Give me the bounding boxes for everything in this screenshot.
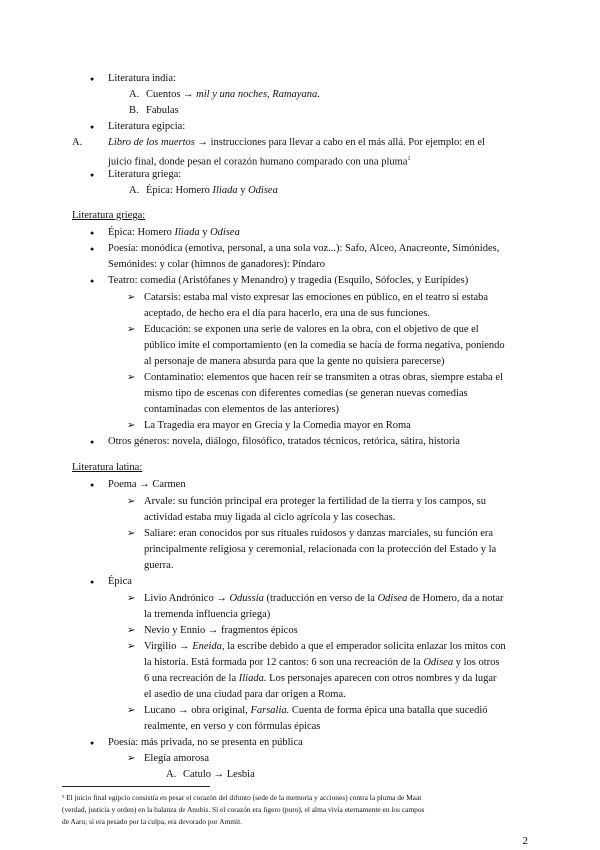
page-number: 2 bbox=[522, 835, 528, 847]
odisea-title: Odisea bbox=[423, 657, 454, 668]
fabulas-text: Fabulas bbox=[146, 105, 179, 116]
iliada-title: Iliada bbox=[174, 227, 200, 238]
list-item-poesia-cont: Semónides: y colar (himnos de ganadores): Píndaro bbox=[108, 259, 325, 270]
arrow-item-arvale-cont: actividad estaba muy ligada al ciclo agrícola y las cosechas. bbox=[144, 512, 396, 523]
iliada-title: Iliada. bbox=[238, 673, 267, 684]
arrow-item-contaminatio-cont: mismo tipo de escenas con diferentes comedias (se generan nuevas comedias bbox=[144, 388, 468, 399]
arrow-item-nevio bbox=[127, 623, 298, 640]
arrow-item-virgilio-cont: el asedio de una ciudad para dar origen a Roma. bbox=[144, 689, 346, 700]
arrow-item-elegia bbox=[127, 751, 210, 768]
sub-item-epica bbox=[129, 183, 278, 200]
list-item-poema bbox=[108, 477, 186, 494]
arrow-item-catarsis-cont: aceptado, de hecho era el día para hacerlo, era una de sus funciones. bbox=[144, 308, 430, 319]
arrow-item-livio-cont: la tremenda influencia griega) bbox=[144, 609, 271, 620]
cuentos-text: Cuentos → bbox=[146, 89, 197, 100]
arrow-icon: ➢ bbox=[127, 625, 136, 636]
heading-literatura-latina: Literatura latina: bbox=[72, 462, 143, 473]
list-item-literatura-india bbox=[108, 71, 176, 88]
sub-item-label: A. bbox=[166, 769, 177, 780]
epica-text: Épica bbox=[108, 576, 132, 587]
otros-text: Otros géneros: novela, diálogo, filosófico, tratados técnicos, retórica, sátira, historia bbox=[108, 436, 460, 447]
conj: y bbox=[199, 227, 211, 238]
footnote-line: ¹ El juicio final egipcio consistía en pesar el corazón del difunto (sede de la memoria y acciones) contra la pluma de Maat bbox=[62, 793, 422, 802]
list-item-epica-latina bbox=[108, 574, 132, 591]
list-item-teatro bbox=[108, 273, 468, 290]
arrow-icon: ➢ bbox=[127, 292, 136, 303]
arrow-icon: ➢ bbox=[127, 420, 136, 431]
arrow-icon: ➢ bbox=[127, 641, 136, 652]
arrow-item-virgilio-cont bbox=[144, 671, 497, 688]
arrow-icon: ➢ bbox=[127, 496, 136, 507]
footnote-line: (verdad, justicia y orden) en la balanza de Anubis. Si el corazón era ligero (puro), el alma vivía eternamente en los campos bbox=[62, 805, 425, 814]
arrow-item-livio bbox=[127, 591, 504, 608]
arrow-icon: ➢ bbox=[127, 753, 136, 764]
arrow-item-educacion bbox=[127, 322, 479, 339]
epica-text: Épica: Homero bbox=[108, 227, 175, 238]
footnote-line: de Aaru; si era pesado por la culpa, era devorado por Ammit. bbox=[62, 817, 242, 826]
epica-text: Épica: Homero bbox=[146, 185, 213, 196]
sub-item-fabulas bbox=[129, 103, 179, 120]
sub-item-label: B. bbox=[129, 105, 139, 116]
conj: y bbox=[237, 185, 249, 196]
arrow-item-saliare bbox=[127, 526, 494, 543]
contaminatio-text: Contaminatio: elementos que hacen reír se transmiten a otras obras, siempre estaba el bbox=[144, 372, 503, 383]
nevio-text: Nevio y Ennio → fragmentos épicos bbox=[144, 625, 298, 636]
poesia-text: Poesía: más privada, no se presenta en pública bbox=[108, 737, 303, 748]
saliare-text: Saliare: eran conocidos por sus rituales ruidosos y danzas marciales, su función era bbox=[144, 528, 494, 539]
arrow-item-virgilio-cont bbox=[144, 655, 499, 672]
arrow-item-educacion-cont: al personaje de manera absurda para que la gente no quisiera parecerse) bbox=[144, 356, 445, 367]
arrow-icon: ➢ bbox=[127, 324, 136, 335]
list-item-poesia bbox=[108, 241, 499, 258]
libro-title: Libro de los muertos bbox=[108, 137, 195, 148]
sub-item-cuentos bbox=[129, 87, 320, 104]
list-item-epica bbox=[108, 225, 240, 242]
sub-item-label: A. bbox=[129, 185, 140, 196]
odisea-title: Odisea bbox=[377, 593, 408, 604]
list-item-text: Literatura india: bbox=[108, 73, 176, 84]
sub-item-label: A. bbox=[129, 89, 140, 100]
livio-text: de Homero, da a notar bbox=[407, 593, 504, 604]
list-item-literatura-griega bbox=[108, 167, 181, 184]
virgilio-text: Los personajes aparecen con otros nombres y da lugar bbox=[266, 673, 497, 684]
elegia-text: Elegía amorosa bbox=[144, 753, 210, 764]
arrow-icon: ➢ bbox=[127, 593, 136, 604]
arrow-icon: ➢ bbox=[127, 528, 136, 539]
sub-item-catulo bbox=[166, 767, 255, 784]
libro-text-cont: juicio final, donde pesan el corazón humano comparado con una pluma bbox=[108, 156, 408, 168]
eneida-title: Eneida, bbox=[192, 641, 225, 652]
arrow-item-lucano-cont: realmente, en verso y con fórmulas épicas bbox=[144, 721, 321, 732]
arvale-text: Arvale: su función principal era proteger la fertilidad de la tierra y los campos, su bbox=[144, 496, 486, 507]
poesia-text: Poesía: monódica (emotiva, personal, a una sola voz...): Safo, Alceo, Anacreonte, Simónides, bbox=[108, 243, 500, 254]
iliada-title: Iliada bbox=[212, 185, 238, 196]
catarsis-text: Catarsis: estaba mal visto expresar las emociones en público, en el teatro si estaba bbox=[144, 292, 489, 303]
livio-text: Livio Andrónico → bbox=[144, 593, 230, 604]
arrow-item-saliare-cont: principalmente religiosa y ceremonial, relacionada con la protección del Estado y la bbox=[144, 544, 497, 555]
list-item-text: Literatura egipcia: bbox=[108, 121, 186, 132]
arrow-item-tragedia bbox=[127, 418, 411, 435]
item-libro-muertos bbox=[72, 135, 485, 152]
footnote-ref[interactable]: 1 bbox=[407, 156, 411, 162]
livio-text: (traducción en verso de la bbox=[263, 593, 378, 604]
arrow-item-catarsis bbox=[127, 290, 489, 307]
heading-literatura-griega: Literatura griega: bbox=[72, 210, 146, 221]
arrow-icon: ➢ bbox=[127, 372, 136, 383]
virgilio-text: la historia. Está formada por 12 cantos: 6 son una recreación de la bbox=[144, 657, 424, 668]
footnote-separator bbox=[62, 786, 210, 787]
odussia-title: Odussia bbox=[229, 593, 264, 604]
list-item-literatura-egipcia bbox=[108, 119, 185, 136]
arrow-item-saliare-cont: guerra. bbox=[144, 560, 174, 571]
lucano-text: Cuenta de forma épica una batalla que sucedió bbox=[289, 705, 488, 716]
odisea-title: Odisea bbox=[210, 227, 240, 238]
virgilio-text: Virgilio → bbox=[144, 641, 193, 652]
farsalia-title: Farsalia. bbox=[250, 705, 290, 716]
cuentos-titles: mil y una noches, Ramayana. bbox=[196, 89, 320, 100]
arrow-item-contaminatio bbox=[127, 370, 503, 387]
list-item-otros-generos bbox=[108, 434, 460, 451]
virgilio-text: 6 una recreación de la bbox=[144, 673, 239, 684]
tragedia-text: La Tragedia era mayor en Grecia y la Comedia mayor en Roma bbox=[144, 420, 411, 431]
educacion-text: Educación: se exponen una serie de valores en la obra, con el objetivo de que el bbox=[144, 324, 479, 335]
virgilio-text: y los otros bbox=[453, 657, 500, 668]
catulo-text: Catulo → Lesbia bbox=[183, 769, 255, 780]
virgilio-text: la escribe debido a que el emperador solicita enlazar los mitos con bbox=[224, 641, 506, 652]
odisea-title: Odisea bbox=[248, 185, 278, 196]
arrow-icon: ➢ bbox=[127, 705, 136, 716]
teatro-text: Teatro: comedia (Aristófanes y Menandro) y tragedia (Esquilo, Sófocles, y Eurípides) bbox=[108, 275, 469, 286]
arrow-item-arvale bbox=[127, 494, 486, 511]
arrow-item-virgilio bbox=[127, 639, 506, 656]
poema-text: Poema → Carmen bbox=[108, 479, 186, 490]
lucano-text: Lucano → obra original, bbox=[144, 705, 251, 716]
arrow-item-lucano bbox=[127, 703, 488, 720]
arrow-item-contaminatio-cont: contaminadas con elementos de las anteriores) bbox=[144, 404, 340, 415]
list-item-poesia-latina bbox=[108, 735, 303, 752]
arrow-item-educacion-cont: público imite el comportamiento (en la comedia se hacía de forma negativa, poniendo bbox=[144, 340, 505, 351]
item-label: A. bbox=[72, 137, 83, 148]
libro-text: → instrucciones para llevar a cabo en el más allá. Por ejemplo: en el bbox=[194, 137, 485, 148]
list-item-text: Literatura griega: bbox=[108, 169, 182, 180]
